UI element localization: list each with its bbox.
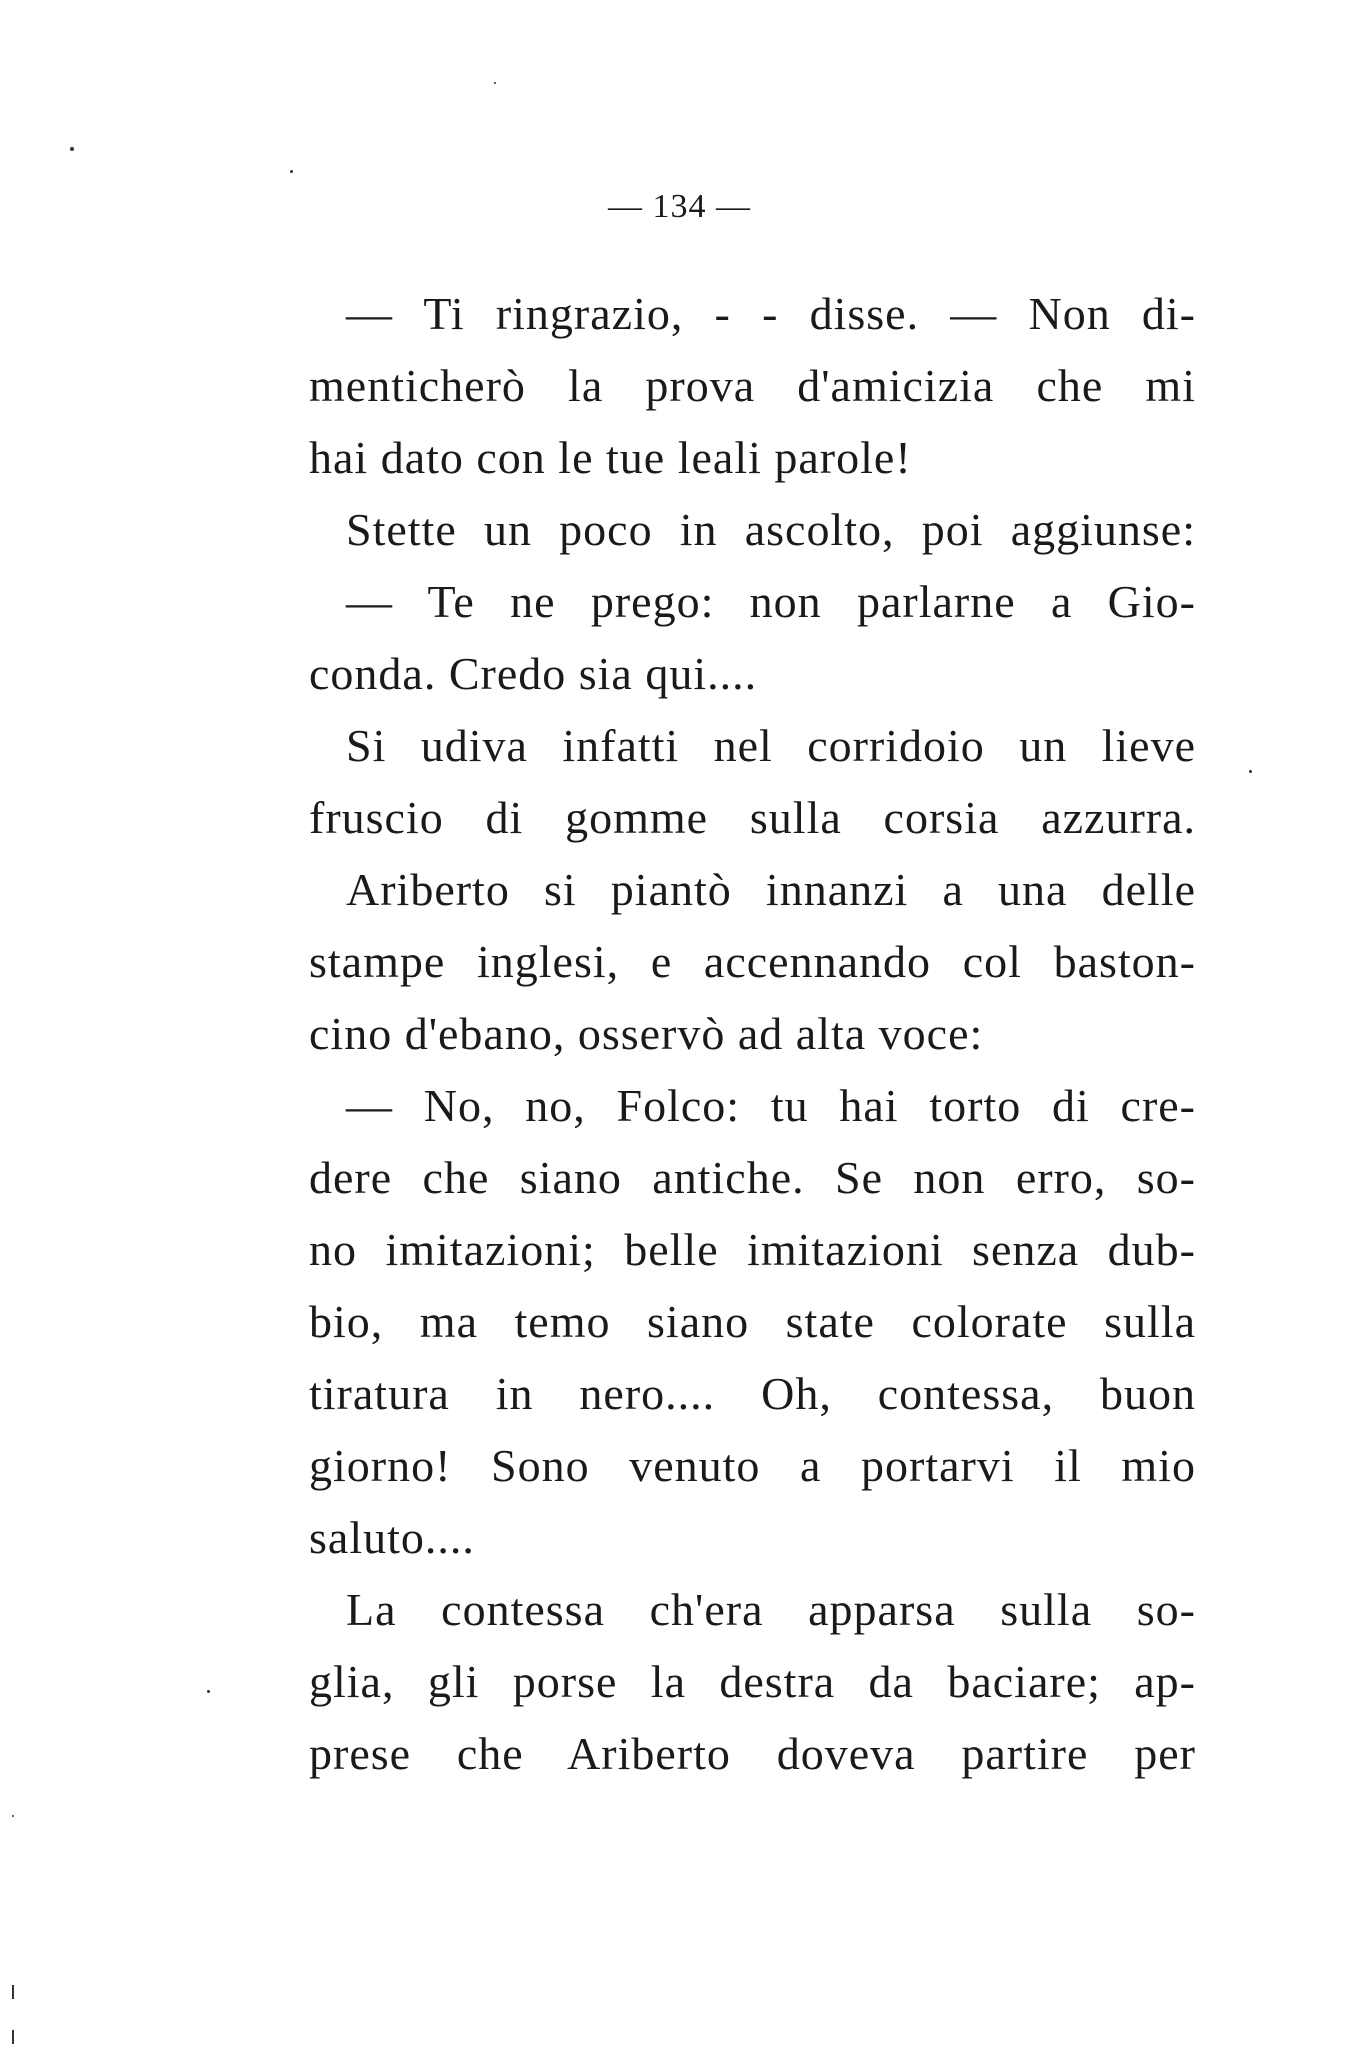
text-line: stampe inglesi, e accennando col baston- [309,936,1196,987]
text-line: hai dato con le tue leali parole! [309,432,912,483]
text-line: Si udiva infatti nel corridoio un lieve [346,720,1196,771]
paragraph [309,566,1196,710]
text-line: giorno! Sono venuto a portarvi il mio [309,1440,1196,1491]
paragraph [309,710,1196,854]
paragraph [309,1574,1196,1790]
scan-speck [12,1815,14,1817]
paragraph [309,854,1196,1070]
text-line: tiratura in nero.... Oh, contessa, buon [309,1368,1196,1419]
text-line: dere che siano antiche. Se non erro, so- [309,1152,1196,1203]
text-line: prese che Ariberto doveva partire per [309,1728,1196,1779]
text-line: Ariberto si piantò innanzi a una delle [346,864,1196,915]
text-line: fruscio di gomme sulla corsia azzurra. [309,792,1196,843]
scan-speck [12,1985,14,1999]
text-line: Stette un poco in ascolto, poi aggiunse: [346,504,1196,555]
text-line: bio, ma temo siano state colorate sulla [309,1296,1196,1347]
scan-speck [1249,770,1252,773]
scan-speck [290,170,293,173]
paragraph [309,1070,1196,1574]
scan-speck [494,82,496,84]
text-line: conda. Credo sia qui.... [309,648,758,699]
text-line: La contessa ch'era apparsa sulla so- [346,1584,1196,1635]
scan-speck [70,147,74,151]
paragraph [309,278,1196,494]
text-line: menticherò la prova d'amicizia che mi [309,360,1196,411]
text-line: saluto.... [309,1512,475,1563]
text-line: — No, no, Folco: tu hai torto di cre- [346,1080,1196,1131]
text-line: cino d'ebano, osservò ad alta voce: [309,1008,984,1059]
text-line: — Ti ringrazio, - - disse. — Non di- [346,288,1196,339]
paragraph [309,494,1196,566]
text-line: no imitazioni; belle imitazioni senza dub- [309,1224,1196,1275]
text-line: — Te ne prego: non parlarne a Gio- [346,576,1196,627]
text-line: glia, gli porse la destra da baciare; ap- [309,1656,1196,1707]
body-text [309,278,1196,1790]
scan-speck [207,1690,210,1693]
page-number: — 134 — [608,188,751,225]
scan-speck [12,2030,14,2044]
